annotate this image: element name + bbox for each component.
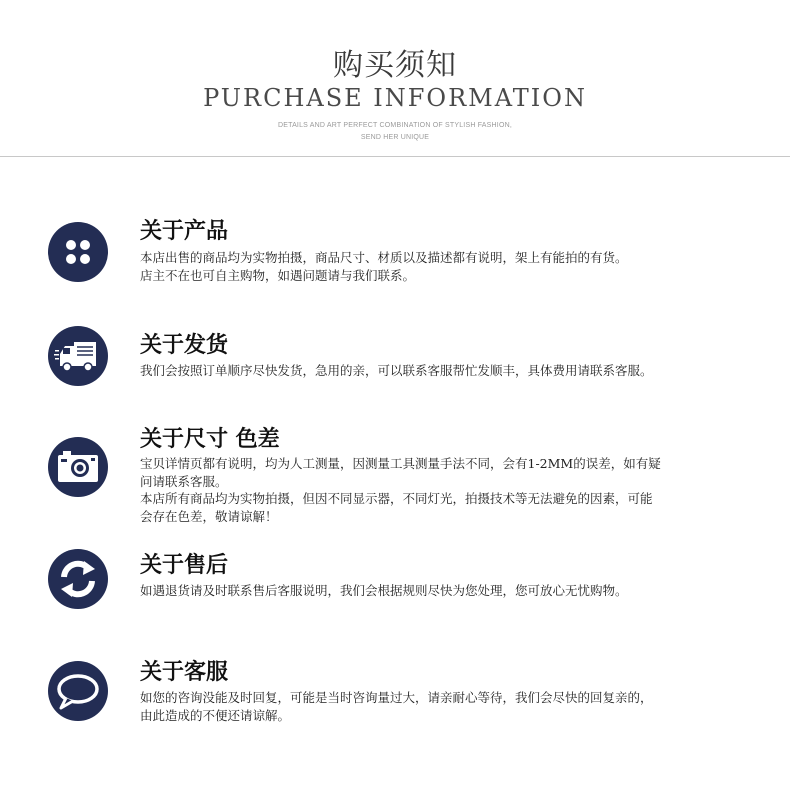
- text-line: 问请联系客服。: [140, 473, 228, 489]
- text-line: 由此造成的不便还请谅解。: [140, 707, 291, 723]
- section-text: [140, 362, 750, 380]
- section-text: [140, 582, 750, 600]
- section-text: [140, 249, 750, 284]
- text-line: 我们会按照订单顺序尽快发货，急用的亲，可以联系客服帮忙发顺丰，具体费用请联系客服。: [140, 363, 653, 378]
- section-text: [140, 689, 750, 724]
- camera-icon: [48, 437, 108, 497]
- page-title-english: PURCHASE INFORMATION: [203, 84, 587, 112]
- text-line: 本店所有商品均为实物拍摄，但因不同显示器，不同灯光，拍摄技术等无法避免的因素，可能: [140, 491, 653, 506]
- header: [0, 0, 790, 158]
- section-title: 关于发货: [140, 333, 229, 358]
- section-title: 关于尺寸 色差: [140, 427, 280, 452]
- chat-bubble-icon: [48, 661, 108, 721]
- subtitle-line-1: DETAILS AND ART PERFECT COMBINATION OF STYLISH FASHION,: [277, 122, 512, 129]
- text-line: 如您的咨询没能及时回复，可能是当时咨询量过大，请亲耐心等待，我们会尽快的回复亲的，: [140, 690, 653, 705]
- subtitle-line-2: SEND HER UNIQUE: [360, 134, 430, 141]
- section-title: 关于售后: [140, 553, 229, 578]
- section-title: 关于产品: [140, 219, 229, 244]
- text-line: 会存在色差，敬请谅解！: [140, 508, 278, 524]
- section-title: 关于客服: [140, 660, 229, 685]
- buttons-icon: [48, 222, 108, 282]
- delivery-truck-icon: [48, 326, 108, 386]
- section-text: [140, 455, 750, 525]
- header-divider: [0, 156, 790, 157]
- refresh-arrows-icon: [48, 549, 108, 609]
- text-line: 店主不在也可自主购物，如遇问题请与我们联系。: [140, 267, 416, 283]
- page-title: 购买须知: [333, 48, 457, 83]
- text-line: 宝贝详情页都有说明，均为人工测量，因测量工具测量手法不同，会有1-2MM的误差，如有疑: [140, 456, 661, 471]
- text-line: 如遇退货请及时联系售后客服说明，我们会根据规则尽快为您处理，您可放心无忧购物。: [140, 583, 628, 598]
- text-line: 本店出售的商品均为实物拍摄，商品尺寸、材质以及描述都有说明，架上有能拍的有货。: [140, 250, 628, 265]
